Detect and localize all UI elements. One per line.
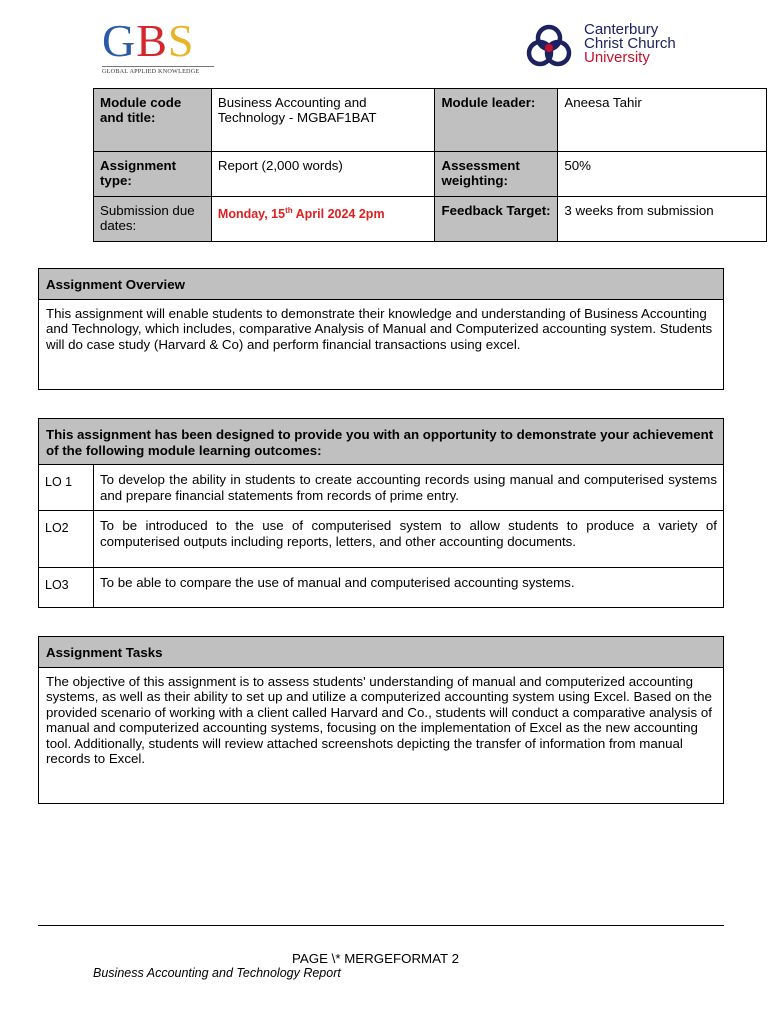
overview-table <box>38 268 724 390</box>
module-code-value: Business Accounting and Technology - MGBAF1BAT <box>211 89 435 152</box>
due-date-rest: April 2024 2pm <box>292 207 385 222</box>
due-date-label: Submission due dates: <box>94 197 212 242</box>
tasks-heading: Assignment Tasks <box>39 637 724 668</box>
ccu-line-1: Canterbury <box>584 21 659 38</box>
outcomes-heading: This assignment has been designed to provide you with an opportunity to demonstrate your achievement of the following module learning outcomes: <box>39 419 724 465</box>
info-row-assignment <box>94 152 767 197</box>
module-leader-label: Module leader: <box>435 89 558 152</box>
gbs-letter-s: S <box>167 15 195 66</box>
tasks-text: The objective of this assignment is to assess students' understanding of manual and computerized accounting systems, as well as their ability to set up and utilize a computerized accounting system using Excel. Based on the provided scenario of working with a client called Harvard and Co., students will conduct a comparative analysis of manual and computerized accounting systems, focusing on the implementation of Excel as the new accounting tool. Additionally, students will review attached screenshots depicting the transfer of information from manual records to Excel. <box>39 667 724 803</box>
footer-page-field: PAGE \* MERGEFORMAT 2 <box>292 951 459 966</box>
outcome-row <box>39 511 724 568</box>
outcome-row <box>39 465 724 511</box>
ccu-wordmark <box>584 23 676 65</box>
module-info-table <box>93 88 767 242</box>
due-date-day: Monday, 15 <box>217 207 286 222</box>
due-date-value <box>211 197 435 242</box>
gbs-logo <box>102 15 214 75</box>
info-row-module <box>94 89 767 152</box>
outcome-text: To be introduced to the use of computerised system to allow students to produce a variety of computerised outputs including reports, letters, and other accounting documents. <box>94 511 724 568</box>
module-leader-value: Aneesa Tahir <box>558 89 767 152</box>
due-date-suffix: th <box>285 206 293 215</box>
ccu-emblem-icon <box>518 24 580 68</box>
feedback-value: 3 weeks from submission <box>558 197 767 242</box>
due-date-text <box>218 207 385 221</box>
gbs-tagline: GLOBAL APPLIED KNOWLEDGE <box>102 66 214 75</box>
gbs-logo-letters <box>102 15 214 66</box>
assignment-type-label: Assignment type: <box>94 152 212 197</box>
ccu-line-3: University <box>584 49 650 66</box>
outcome-code: LO2 <box>39 511 94 568</box>
outcome-text: To be able to compare the use of manual and computerised accounting systems. <box>94 568 724 608</box>
outcome-text: To develop the ability in students to create accounting records using manual and computerised systems and prepare financial statements from records of prime entry. <box>94 465 724 511</box>
overview-heading: Assignment Overview <box>39 269 724 300</box>
weighting-label: Assessment weighting: <box>435 152 558 197</box>
footer-doc-title: Business Accounting and Technology Report <box>93 966 341 980</box>
assignment-type-value: Report (2,000 words) <box>211 152 435 197</box>
feedback-label: Feedback Target: <box>435 197 558 242</box>
outcome-code: LO 1 <box>39 465 94 511</box>
weighting-value: 50% <box>558 152 767 197</box>
gbs-letter-b: B <box>136 15 168 66</box>
info-row-dates <box>94 197 767 242</box>
outcome-row <box>39 568 724 608</box>
learning-outcomes-table <box>38 418 724 608</box>
gbs-letter-g: G <box>102 15 137 66</box>
ccu-logo <box>518 22 708 70</box>
ccu-line-2: Christ Church <box>584 35 676 52</box>
outcome-code: LO3 <box>39 568 94 608</box>
footer-divider <box>38 925 724 926</box>
tasks-table <box>38 636 724 804</box>
overview-text: This assignment will enable students to demonstrate their knowledge and understanding of Business Accounting and Technology, which includes, comparative Analysis of Manual and Computerized accounting system. Students will do case study (Harvard & Co) and perform financial transactions using excel. <box>39 299 724 389</box>
module-code-label: Module code and title: <box>94 89 212 152</box>
